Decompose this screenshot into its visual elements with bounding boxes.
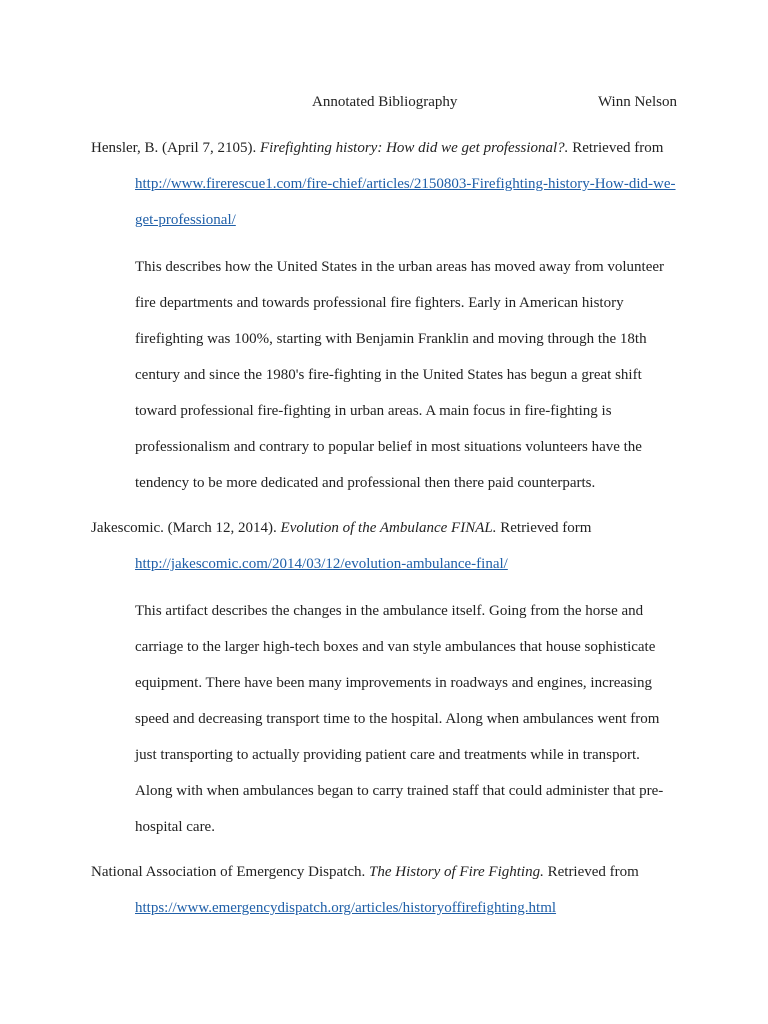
citation-author-date: Hensler, B. (April 7, 2105). (91, 140, 260, 156)
citation-link[interactable]: https://www.emergencydispatch.org/articles/historyoffirefighting.html (135, 900, 557, 916)
author-name: Winn Nelson (598, 94, 677, 110)
citation (91, 854, 681, 926)
citation (91, 510, 681, 582)
bibliography-entry-jakescomic (91, 510, 681, 845)
citation-retrieved: Retrieved from (568, 140, 664, 156)
citation-link[interactable]: http://jakescomic.com/2014/03/12/evolution-ambulance-final/ (135, 556, 508, 572)
citation-title: The History of Fire Fighting. (369, 864, 544, 880)
citation-retrieved: Retrieved from (543, 864, 639, 880)
document-title: Annotated Bibliography (312, 94, 458, 110)
citation-link[interactable]: http://www.firerescue1.com/fire-chief/articles/2150803-Firefighting-history-How-did-we-get-professional/ (135, 176, 676, 228)
citation-author-date: National Association of Emergency Dispatch. (91, 864, 369, 880)
citation (91, 130, 681, 238)
citation-retrieved: Retrieved form (496, 520, 592, 536)
citation-author-date: Jakescomic. (March 12, 2014). (91, 520, 281, 536)
annotation-text: This describes how the United States in the urban areas has moved away from volunteer fire departments and towards professional fire fighters. Early in American history firefighting was 100%, starting with Benjamin Franklin and moving through the 18th century and since the 1980's fire-fighting in the United States has begun a great shift toward professional fire-fighting in urban areas. A main focus in fire-fighting is professionalism and contrary to popular belief in most situations volunteers have the tendency to be more dedicated and professional then there paid counterparts. (135, 259, 665, 491)
bibliography-entry-hensler (91, 130, 681, 501)
citation-title: Firefighting history: How did we get professional?. (259, 140, 569, 156)
annotation-text: This artifact describes the changes in the ambulance itself. Going from the horse and carriage to the larger high-tech boxes and van style ambulances that house sophisticate equipment. There have been many improvements in roadways and engines, increasing speed and decreasing transport time to the hospital. Along when ambulances went from just transporting to actually providing patient care and treatments while in transport. Along with when ambulances began to carry trained staff that could administer that pre-hospital care. (135, 603, 664, 835)
bibliography-entry-naed (91, 854, 681, 926)
bibliography-entries (91, 130, 681, 935)
citation-title: Evolution of the Ambulance FINAL. (280, 520, 497, 536)
